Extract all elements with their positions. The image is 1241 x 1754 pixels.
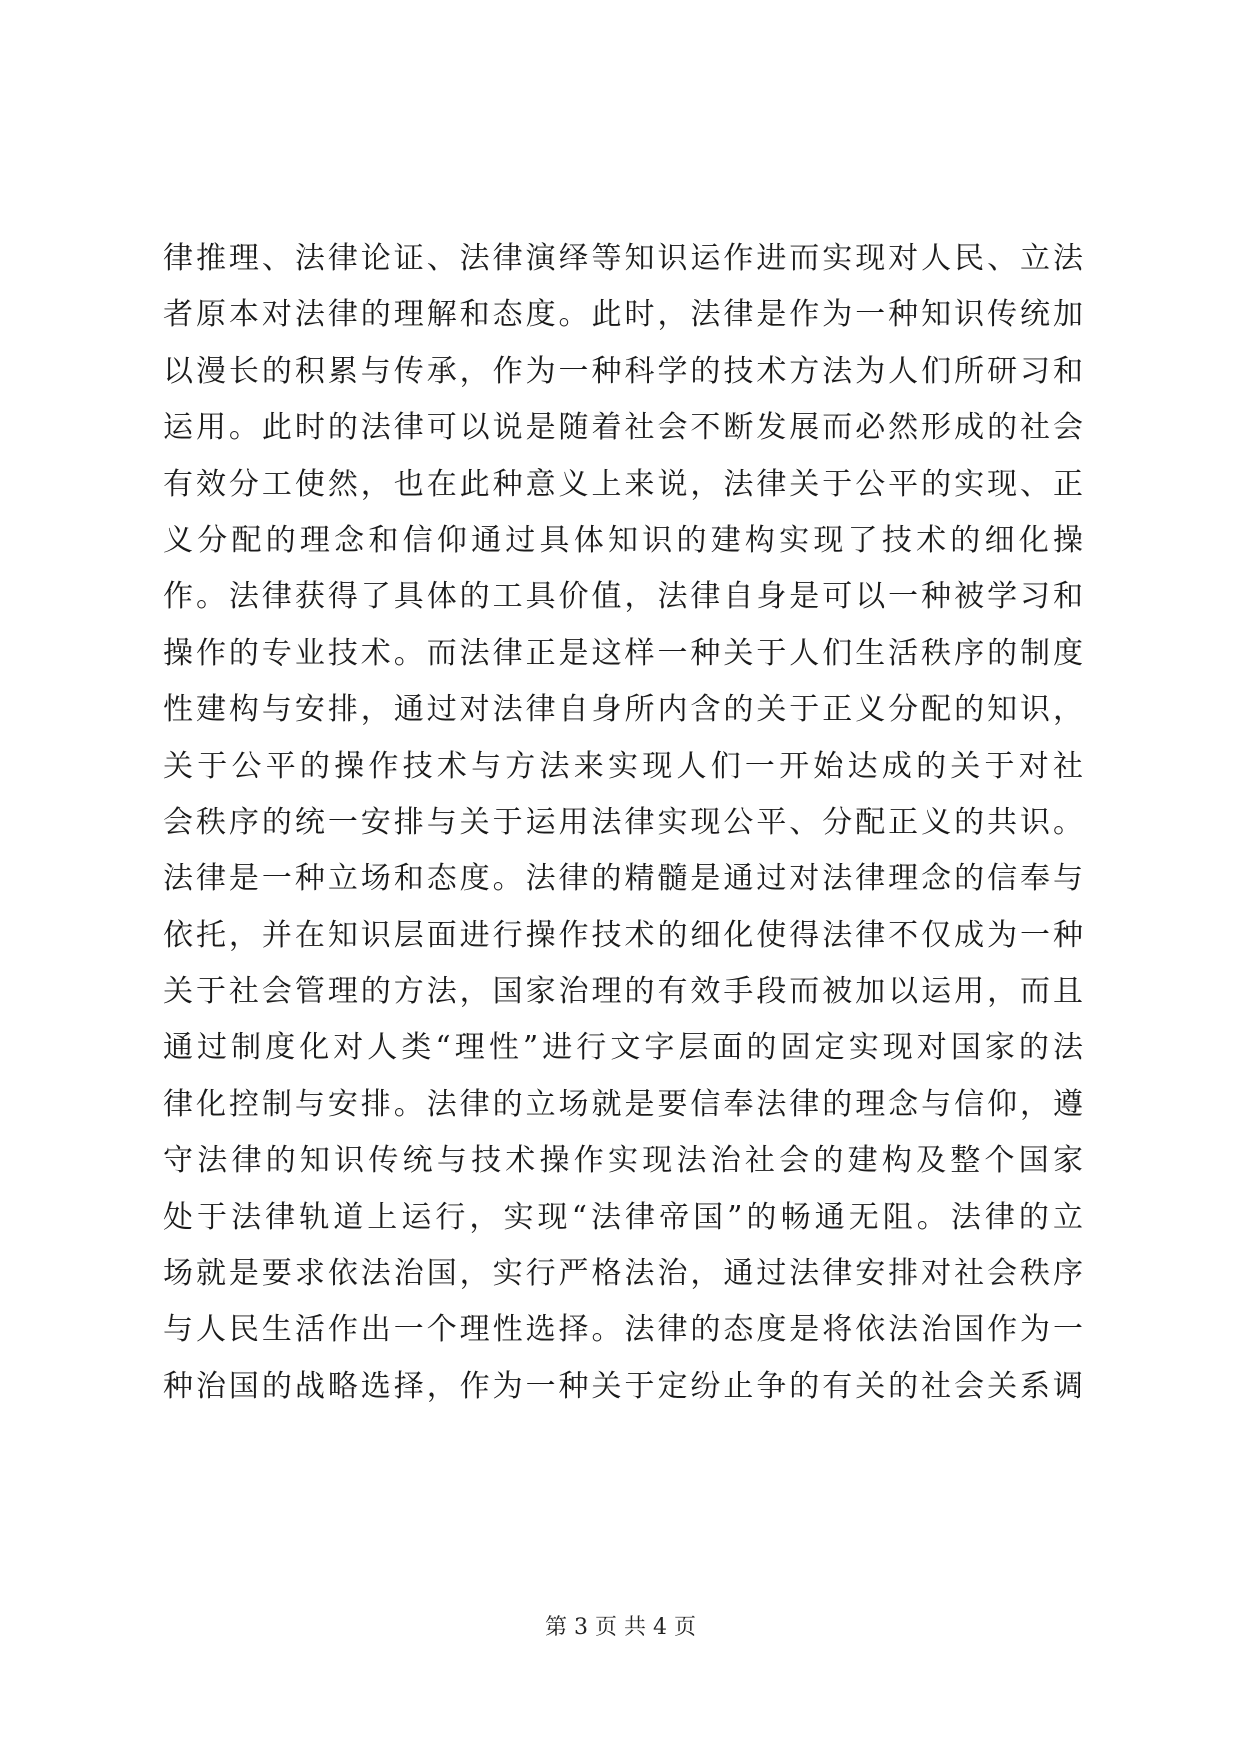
page-footer: 第 3 页 共 4 页 [545,1615,696,1640]
text-line: 操作的专业技术。而法律正是这样一种关于人们生活秩序的制度 [163,635,1083,671]
text-line: 会秩序的统一安排与关于运用法律实现公平、分配正义的共识。 [163,804,1083,840]
text-line: 以漫长的积累与传承，作为一种科学的技术方法为人们所研习和 [163,353,1083,389]
text-line: 律化控制与安排。法律的立场就是要信奉法律的理念与信仰，遵 [163,1086,1083,1122]
text-line: 性建构与安排，通过对法律自身所内含的关于正义分配的知识， [163,692,1083,728]
text-line: 关于公平的操作技术与方法来实现人们一开始达成的关于对社 [163,748,1083,784]
text-line: 依托，并在知识层面进行操作技术的细化使得法律不仅成为一种 [163,917,1083,953]
text-line: 通过制度化对人类“理性”进行文字层面的固定实现对国家的法 [163,1030,1083,1066]
text-line: 义分配的理念和信仰通过具体知识的建构实现了技术的细化操 [163,522,1083,558]
text-line: 法律是一种立场和态度。法律的精髓是通过对法律理念的信奉与 [163,861,1083,897]
text-line: 种治国的战略选择，作为一种关于定纷止争的有关的社会关系调 [163,1368,1083,1404]
text-line: 律推理、法律论证、法律演绎等知识运作进而实现对人民、立法 [163,241,1083,276]
text-line: 作。法律获得了具体的工具价值，法律自身是可以一种被学习和 [163,579,1083,615]
text-line: 有效分工使然，也在此种意义上来说，法律关于公平的实现、正 [163,466,1083,502]
text-line: 处于法律轨道上运行，实现“法律帝国”的畅通无阻。法律的立 [163,1199,1083,1235]
body-text [163,231,1083,1415]
text-line: 与人民生活作出一个理性选择。法律的态度是将依法治国作为一 [163,1312,1083,1348]
text-line: 守法律的知识传统与技术操作实现法治社会的建构及整个国家 [163,1143,1083,1179]
text-line: 场就是要求依法治国，实行严格法治，通过法律安排对社会秩序 [163,1256,1083,1292]
text-line: 关于社会管理的方法，国家治理的有效手段而被加以运用，而且 [163,974,1083,1010]
text-line: 者原本对法律的理解和态度。此时，法律是作为一种知识传统加 [163,297,1083,333]
text-line: 运用。此时的法律可以说是随着社会不断发展而必然形成的社会 [163,410,1083,446]
